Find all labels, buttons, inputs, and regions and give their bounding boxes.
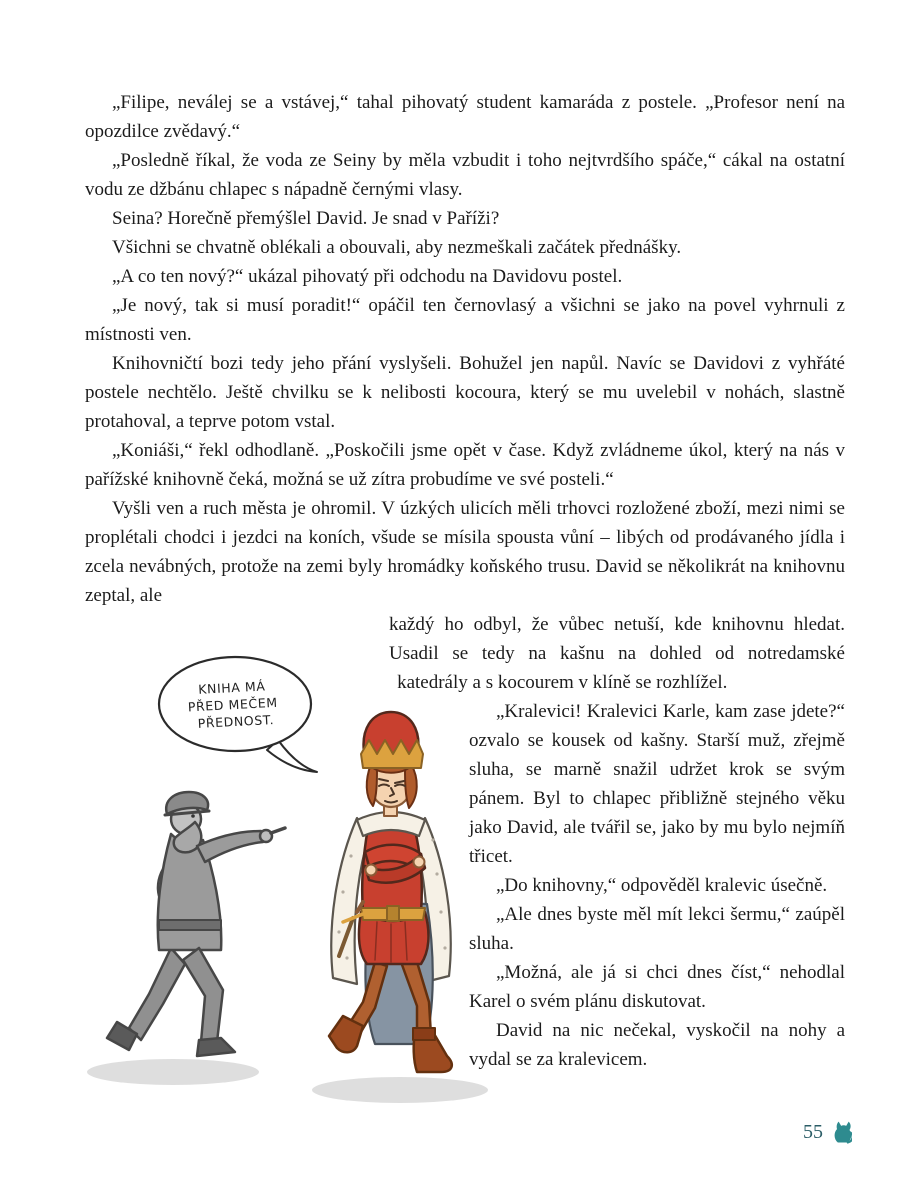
servant-belt: [159, 920, 221, 930]
prince-hand-right: [414, 857, 425, 868]
servant-front-leg: [183, 948, 223, 1042]
paragraph-3: Seina? Horečně přemýšlel David. Je snad v Paříži?: [112, 208, 500, 229]
paragraph-4: Všichni se chvatně oblékali a obouvali, aby nezmeškali začátek přednášky.: [112, 237, 682, 258]
paragraph-1: „Filipe, neválej se a vstávej,“ tahal pihovatý student kamaráda z postele. „Profesor není na opozdilce zvědavý.“: [85, 92, 845, 142]
paragraph-11: „Do knihovny,“ odpověděl kralevic úsečně.: [496, 875, 828, 896]
servant-pointing-arm: [197, 831, 263, 862]
page-number: 55: [803, 1121, 823, 1143]
paragraph-13: „Možná, ale já si chci dnes číst,“ nehodlal Karel o svém plánu diskutovat.: [469, 962, 845, 1012]
prince-shadow: [312, 1077, 488, 1103]
speech-bubble-text: KNIHA MÁ PŘED MEČEM PŘEDNOST.: [187, 678, 278, 731]
speech-bubble: [159, 657, 317, 772]
paragraph-14: David na nic nečekal, vyskočil na nohy a vydal se za kralevicem.: [469, 1020, 845, 1070]
servant-shadow: [87, 1059, 259, 1085]
paragraph-9: Vyšli ven a ruch města je ohromil. V úzkých ulicích měli trhovci rozložené zboží, mezi nimi se proplétali chodci i jezdci na koních, všude se mísila spousta vůní – libých od prodávaného jídla i zcela nevábných, protože na zemi byly hromádky koňského trusu. David se několikrát na knihovnu zeptal, ale: [85, 498, 845, 606]
cat-mascot-icon: [832, 1119, 852, 1146]
servant-finger: [271, 828, 285, 833]
paragraph-6: „Je nový, tak si musí poradit!“ opáčil ten černovlasý a všichni se jako na povel vyhrnuli z místnosti ven.: [85, 295, 845, 345]
page-footer: [803, 1118, 852, 1147]
servant-front-shoe: [197, 1038, 235, 1056]
servant-figure: [107, 792, 285, 1056]
prince-figure: [329, 712, 452, 1072]
paragraph-2: „Posledně říkal, že voda ze Seiny by měla vzbudit i toho nejtvrdšího spáče,“ cákal na ostatní vodu ze džbánu chlapec s nápadně černými vlasy.: [85, 150, 845, 200]
prince-boot-cuff: [413, 1028, 435, 1040]
paragraph-10: „Kralevici! Kralevici Karle, kam zase jdete?“ ozvalo se kousek od kašny. Starší muž, zřejmě sluha, se marně snažil udržet krok se svým pánem. Byl to chlapec přibližně stejného věku jako David, ale tvářil se, jako by mu bylo nejmíň třicet.: [469, 701, 845, 867]
servant-eye: [191, 814, 195, 818]
prince-hand-left: [366, 865, 377, 876]
prince-hair-right: [405, 764, 417, 808]
paragraph-12: „Ale dnes byste měl mít lekci šermu,“ zaúpěl sluha.: [469, 904, 845, 954]
paragraph-8: „Koniáši,“ řekl odhodlaně. „Poskočili jsme opět v čase. Když zvládneme úkol, který na nás v pařížské knihovně čeká, možná se už zítra probudíme ve své posteli.“: [85, 440, 845, 490]
paragraph-7: Knihovničtí bozi tedy jeho přání vyslyšeli. Bohužel jen napůl. Navíc se Davidovi z vyhřáté postele nechtělo. Ještě chvilku se k nelibosti kocoura, který se mu uvelebil v nohách, slastně protahoval, a teprve potom vstal.: [85, 353, 845, 432]
prince-buckle: [387, 906, 399, 921]
paragraph-9-continuation: každý ho odbyl, že vůbec netuší, kde knihovnu hledat. Usadil se tedy na kašnu na dohled od notredamské katedrály a s kocourem v klíně se rozhlížel.: [389, 614, 845, 693]
servant-back-leg: [129, 948, 185, 1040]
paragraph-5: „A co ten nový?“ ukázal pihovatý při odchodu na Davidovu postel.: [112, 266, 623, 287]
